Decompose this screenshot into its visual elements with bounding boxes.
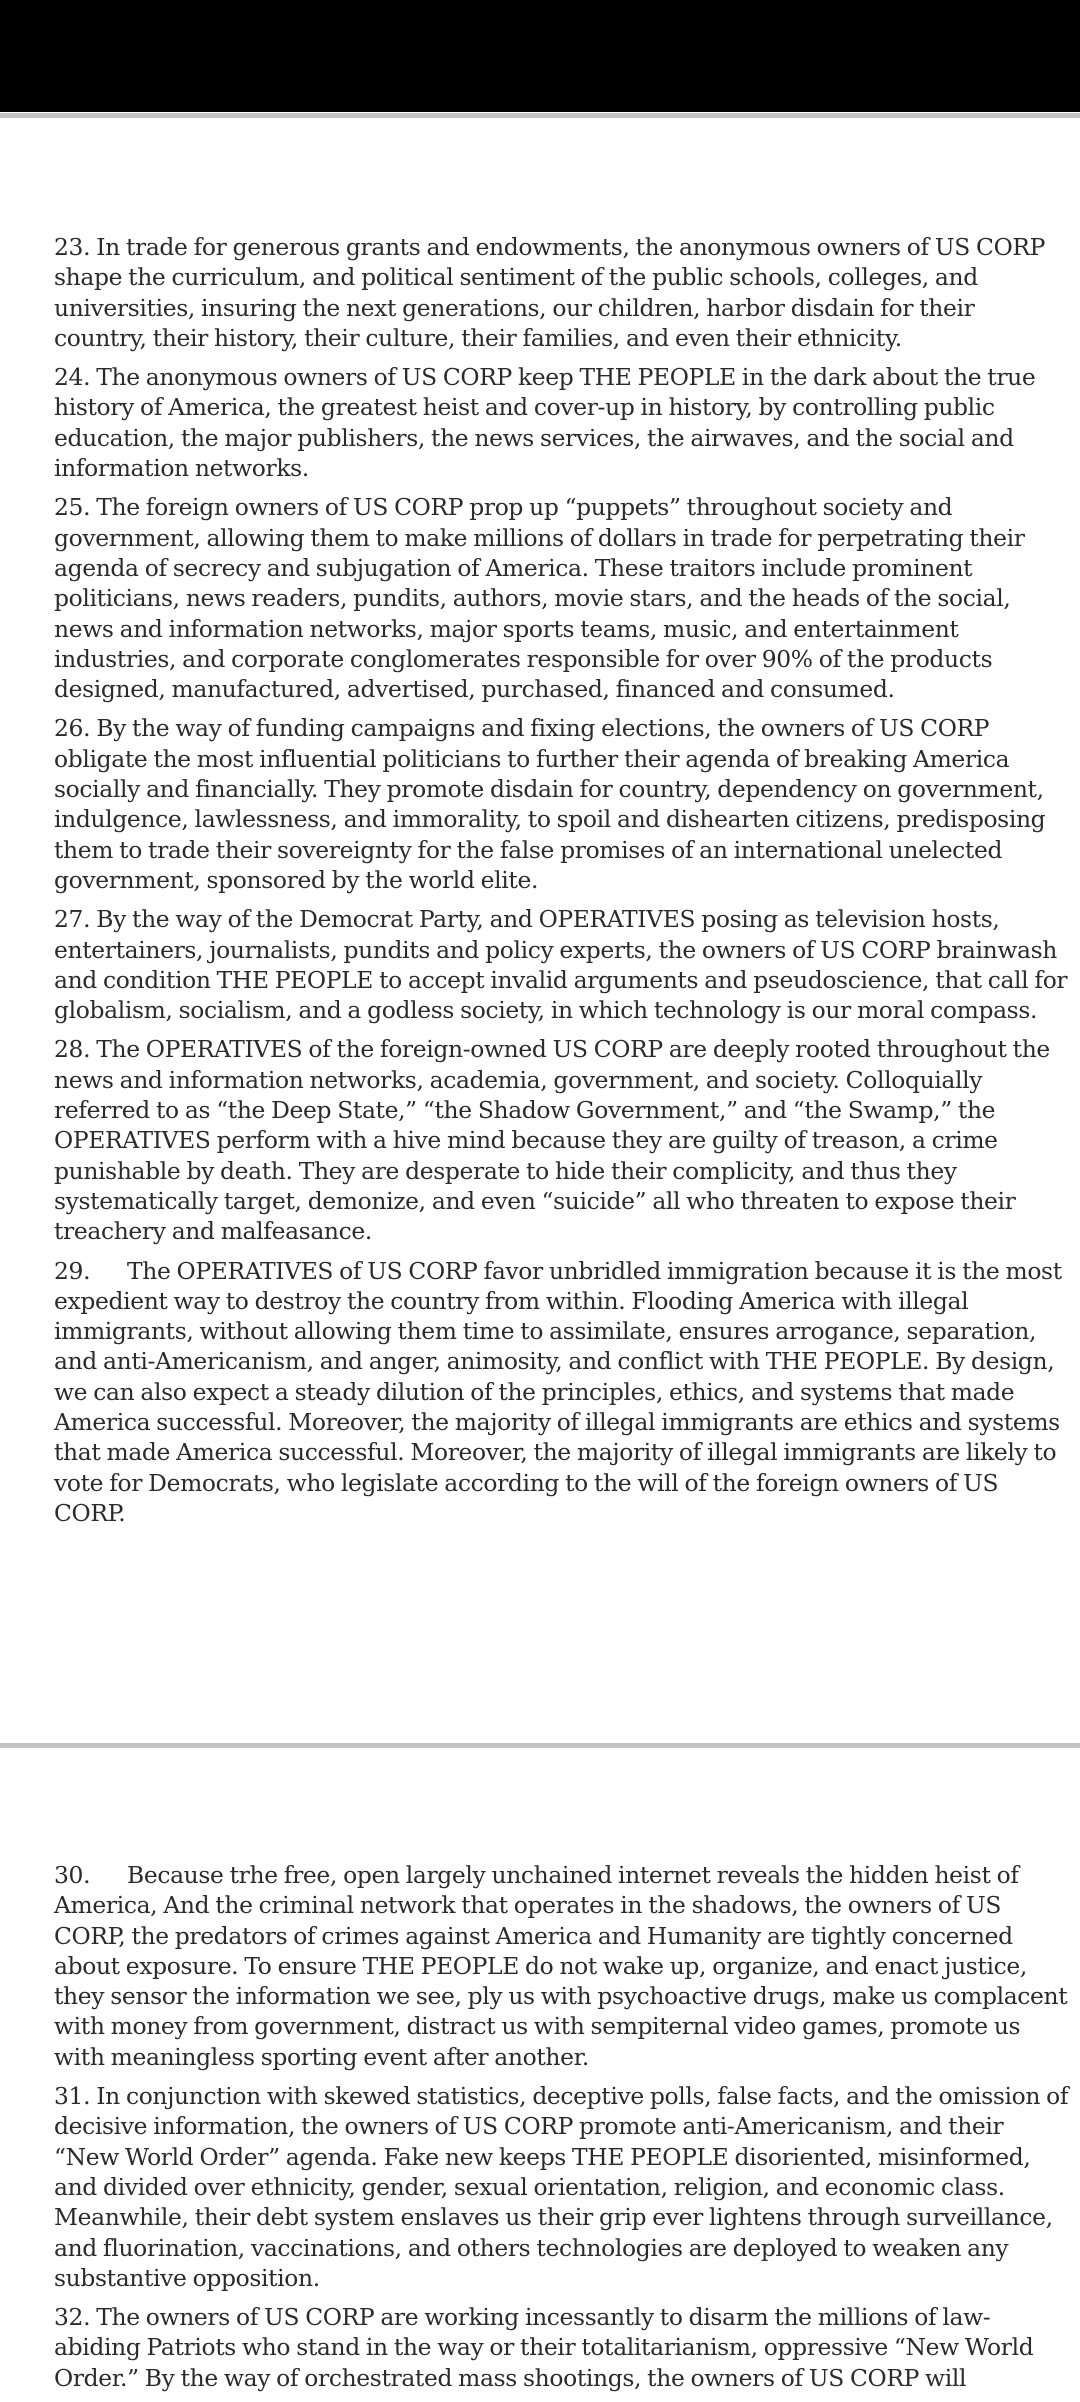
paragraph-text: The foreign owners of US CORP prop up “puppets” throughout society and government, allowing them to make millions of dollars in trade for perpetrating their agenda of secrecy and subjugation of America. These traitors include prominent politicians, news readers, pundits, authors, movie stars, and the heads of the social, news and information networks, major sports teams, music, and entertainment industries, and corporate conglomerates responsible for over 90% of the products designed, manufactured, advertised, purchased, financed and consumed. [54,493,1025,704]
page-divider [0,1743,1080,1748]
paragraph-text: The OPERATIVES of US CORP favor unbridled immigration because it is the most expedient way to destroy the country from within. Flooding America with illegal immigrants, without allowing them time to assimilate, ensures arrogance, separation, and anti-Americanism, and anger, animosity, and conflict with THE PEOPLE. By design, we can also expect a steady dilution of the principles, ethics, and systems that made America successful. Moreover, the majority of illegal immigrants are ethics and systems that made America successful. Moreover, the majority of illegal immigrants are likely to vote for Democrats, who legislate according to the will of the foreign owners of US CORP. [54,1256,1062,1527]
document-page-1 [54,232,1070,1537]
paragraph-25 [54,492,1070,704]
paragraph-text: By the way of the Democrat Party, and OPERATIVES posing as television hosts, entertainers, journalists, pundits and policy experts, the owners of US CORP brainwash and condition THE PEOPLE to accept invalid arguments and pseudoscience, that call for globalism, socialism, and a godless society, in which technology is our moral compass. [54,905,1068,1025]
paragraph-text: The owners of US CORP are working incessantly to disarm the millions of law-abiding Patriots who stand in the way or their totalitarianism, oppressive “New World Order.” By the way of orchestrated mass shootings, the owners of US CORP will [54,2303,1034,2392]
paragraph-24 [54,362,1070,483]
paragraph-text: The anonymous owners of US CORP keep THE PEOPLE in the dark about the true history of America, the greatest heist and cover-up in history, by controlling public education, the major publishers, the news services, the airwaves, and the social and information networks. [54,363,1036,483]
paragraph-number: 23. [54,233,91,261]
top-black-bar [0,0,1080,112]
paragraph-number: 28. [54,1035,91,1064]
paragraph-number: 30. [54,1861,91,1889]
paragraph-text: In conjunction with skewed statistics, deceptive polls, false facts, and the omission of decisive information, the owners of US CORP promote anti-Americanism, and their “New World Order” agenda. Fake new keeps THE PEOPLE disoriented, misinformed, and divided over ethnicity, gender, sexual orientation, religion, and economic class. Meanwhile, their debt system enslaves us their grip ever lightens through surveillance, and fluorination, vaccinations, and others technologies are deployed to weaken any substantive opposition. [54,2082,1069,2292]
paragraph-number: 29. [54,1256,91,1285]
paragraph-26 [54,713,1070,895]
paragraph-32 [54,2302,1070,2393]
document-page-2 [54,1860,1070,2402]
paragraph-text: The OPERATIVES of the foreign-owned US CORP are deeply rooted throughout the news and information networks, academia, government, and society. Colloquially referred to as “the Deep State,” “the Shadow Government,” and “the Swamp,” the OPERATIVES perform with a hive mind because they are guilty of treason, a crime punishable by death. They are desperate to hide their complicity, and thus they systematically target, demonize, and even “suicide” all who threaten to expose their treachery and malfeasance. [54,1035,1050,1246]
paragraph-31 [54,2081,1070,2293]
page-divider-top [0,113,1080,118]
paragraph-number: 31. [54,2082,91,2111]
paragraph-text: Because trhe free, open largely unchained internet reveals the hidden heist of America, And the criminal network that operates in the shadows, the owners of US CORP, the predators of crimes against America and Humanity are tightly concerned about exposure. To ensure THE PEOPLE do not wake up, organize, and enact justice, they sensor the information we see, ply us with psychoactive drugs, make us complacent with money from government, distract us with sempiternal video games, promote us with meaningless sporting event after another. [54,1861,1068,2071]
paragraph-number: 26. [54,714,91,743]
paragraph-28 [54,1034,1070,1246]
paragraph-29 [54,1256,1070,1529]
paragraph-text: By the way of funding campaigns and fixing elections, the owners of US CORP obligate the most influential politicians to further their agenda of breaking America socially and financially. They promote disdain for country, dependency on government, indulgence, lawlessness, and immorality, to spoil and dishearten citizens, predisposing them to trade their sovereignty for the false promises of an international unelected government, sponsored by the world elite. [54,714,1046,894]
paragraph-number: 25. [54,493,91,522]
paragraph-23 [54,232,1070,353]
paragraph-number: 27. [54,905,91,934]
paragraph-27 [54,904,1070,1025]
paragraph-text: In trade for generous grants and endowments, the anonymous owners of US CORP shape the curriculum, and political sentiment of the public schools, colleges, and universities, insuring the next generations, our children, harbor disdain for their country, their history, their culture, their families, and even their ethnicity. [54,233,1046,352]
paragraph-30 [54,1860,1070,2072]
paragraph-number: 32. [54,2303,91,2332]
paragraph-number: 24. [54,363,91,392]
